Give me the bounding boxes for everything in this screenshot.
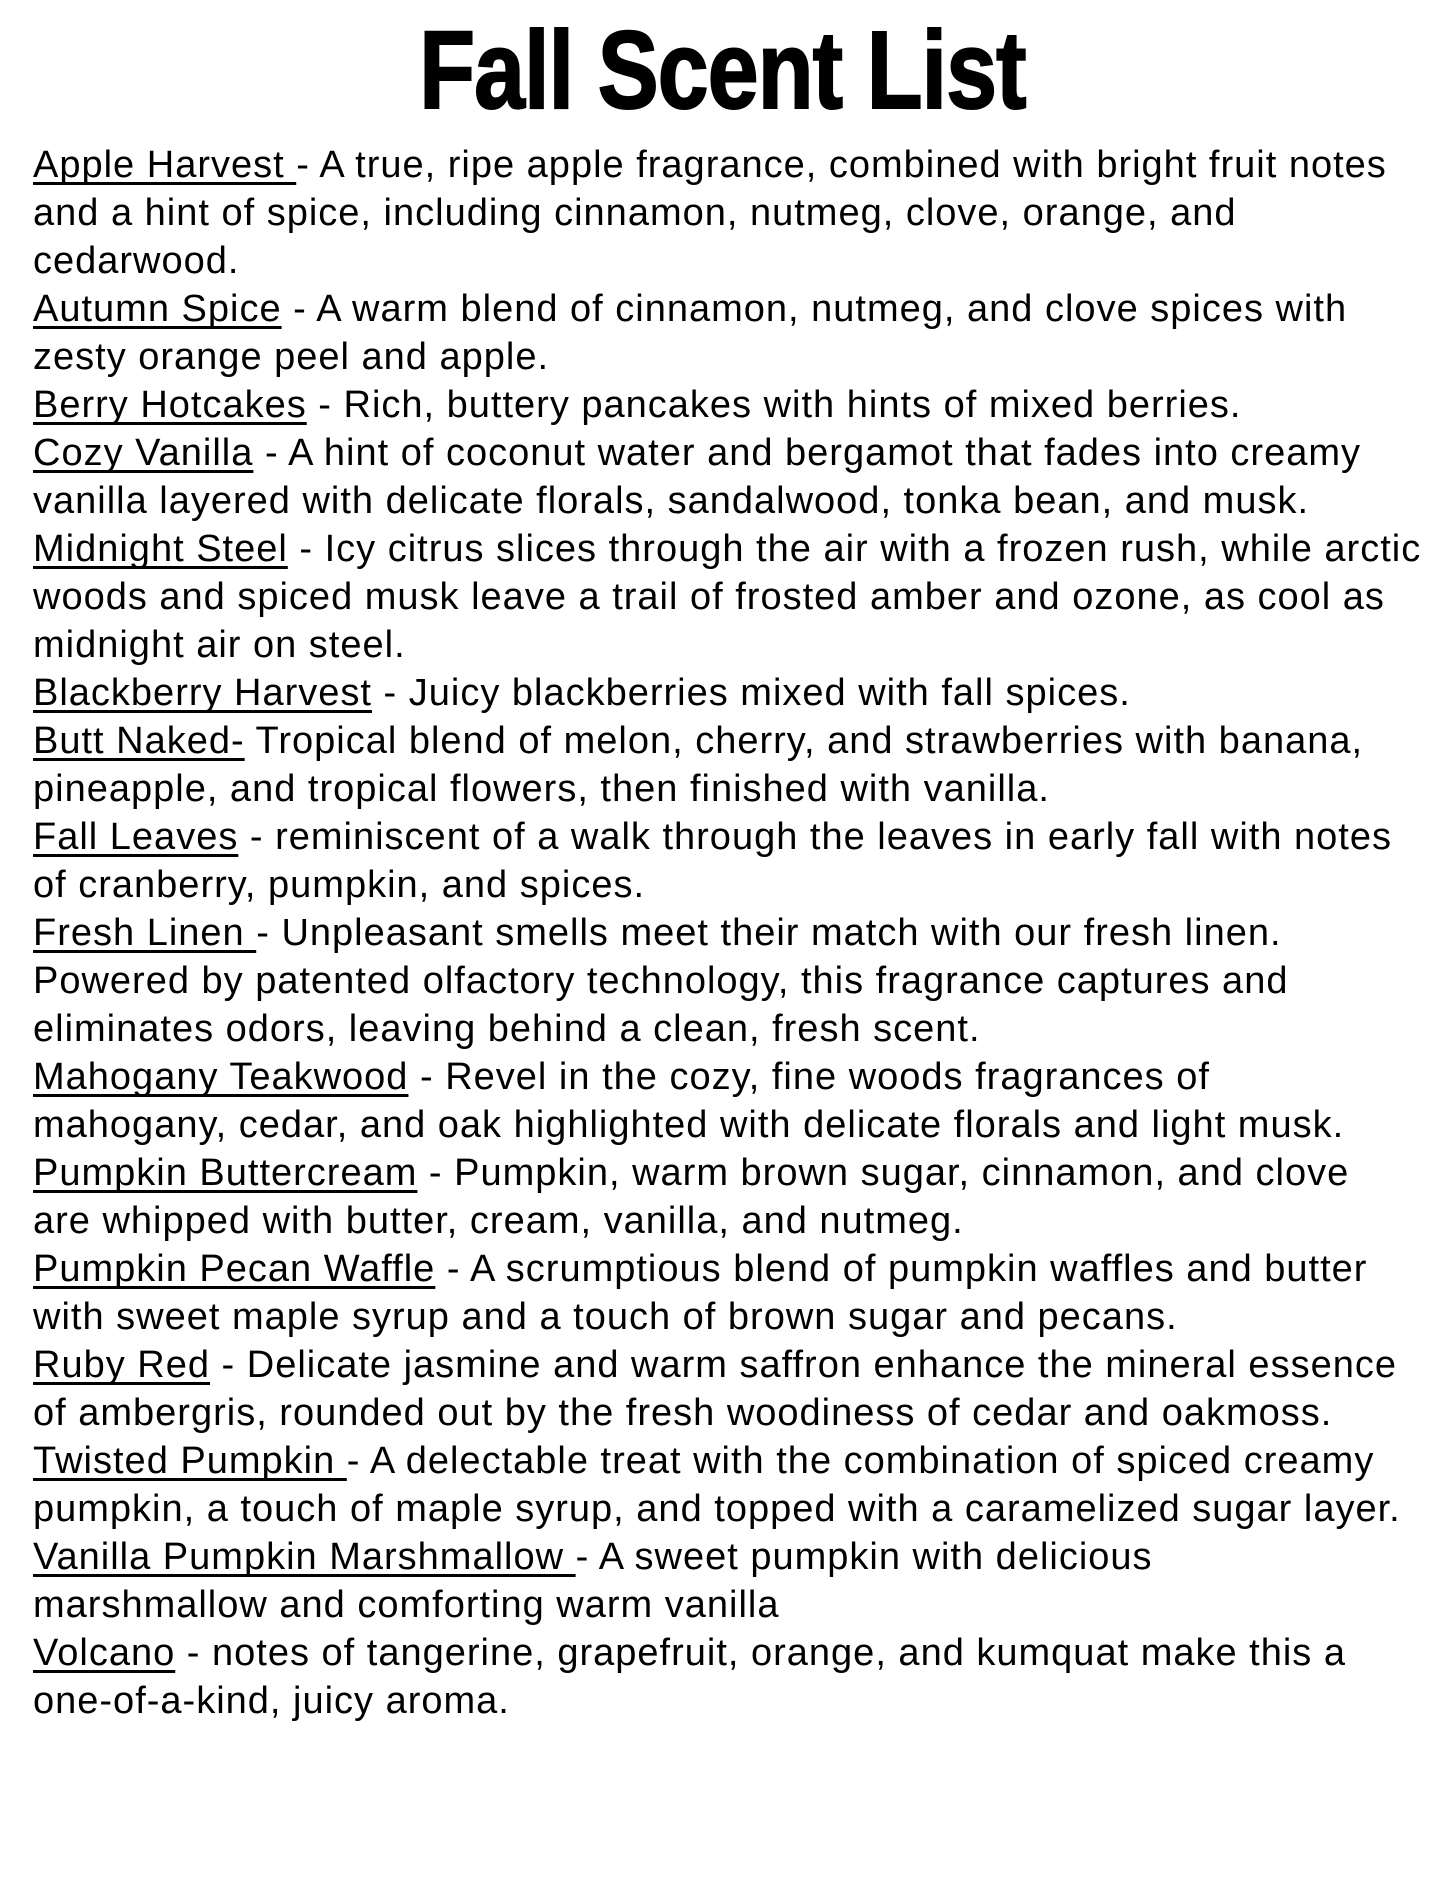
- scent-item-ruby-red: [33, 1341, 1430, 1437]
- scent-description: - A sweet pumpkin with delicious marshmallow and comforting warm vanilla: [33, 1536, 1153, 1626]
- scent-description: - A delectable treat with the combination of spiced creamy pumpkin, a touch of maple syrup, and topped with a caramelized sugar layer.: [33, 1440, 1401, 1530]
- scent-name: Apple Harvest: [33, 144, 297, 186]
- scent-item-volcano: [33, 1629, 1430, 1725]
- scent-description: - reminiscent of a walk through the leaves in early fall with notes of cranberry, pumpkin, and spices.: [33, 816, 1392, 906]
- scent-name: Autumn Spice: [33, 288, 282, 330]
- scent-description: - Pumpkin, warm brown sugar, cinnamon, and clove are whipped with butter, cream, vanilla, and nutmeg.: [33, 1152, 1350, 1242]
- scent-item-twisted-pumpkin: [33, 1437, 1430, 1533]
- scent-item-fresh-linen: [33, 909, 1430, 1053]
- scent-item-berry-hotcakes: [33, 381, 1430, 429]
- scent-name: Fresh Linen: [33, 912, 257, 954]
- scent-description: - notes of tangerine, grapefruit, orange, and kumquat make this a one-of-a-kind, juicy aroma.: [33, 1632, 1346, 1722]
- scent-name: Fall Leaves: [33, 816, 239, 858]
- page-title: Fall Scent List: [419, 9, 1026, 132]
- scent-name: Mahogany Teakwood: [33, 1056, 409, 1098]
- scent-description: - A scrumptious blend of pumpkin waffles and butter with sweet maple syrup and a touch of brown sugar and pecans.: [33, 1248, 1368, 1338]
- scent-item-pumpkin-buttercream: [33, 1149, 1430, 1245]
- scent-item-autumn-spice: [33, 285, 1430, 381]
- scent-item-pumpkin-pecan-waffle: [33, 1245, 1430, 1341]
- scent-name: Butt Naked-: [33, 720, 245, 762]
- scent-name: Cozy Vanilla: [33, 432, 254, 474]
- scent-description: Tropical blend of melon, cherry, and strawberries with banana, pineapple, and tropical flowers, then finished with vanilla.: [33, 720, 1364, 810]
- scent-description: - A hint of coconut water and bergamot that fades into creamy vanilla layered with delicate florals, sandalwood, tonka bean, and musk.: [33, 432, 1361, 522]
- scent-description: - Delicate jasmine and warm saffron enhance the mineral essence of ambergris, rounded out by the fresh woodiness of cedar and oakmoss.: [33, 1344, 1397, 1434]
- scent-item-fall-leaves: [33, 813, 1430, 909]
- scent-name: Volcano: [33, 1632, 176, 1674]
- scent-description: - Icy citrus slices through the air with a frozen rush, while arctic woods and spiced musk leave a trail of frosted amber and ozone, as cool as midnight air on steel.: [33, 528, 1422, 666]
- scent-name: Pumpkin Buttercream: [33, 1152, 418, 1194]
- scent-item-butt-naked: [33, 717, 1430, 813]
- scent-item-apple-harvest: [33, 141, 1430, 285]
- scent-description: - Revel in the cozy, fine woods fragrances of mahogany, cedar, and oak highlighted with delicate florals and light musk.: [33, 1056, 1345, 1146]
- scent-name: Vanilla Pumpkin Marshmallow: [33, 1536, 576, 1578]
- document-page: [0, 9, 1445, 1887]
- scent-item-midnight-steel: [33, 525, 1430, 669]
- scent-description: - Juicy blackberries mixed with fall spices.: [371, 672, 1131, 714]
- scent-description: - A warm blend of cinnamon, nutmeg, and clove spices with zesty orange peel and apple.: [33, 288, 1348, 378]
- scent-item-vanilla-pumpkin-marshmallow: [33, 1533, 1430, 1629]
- scent-item-mahogany-teakwood: [33, 1053, 1430, 1149]
- scent-list: [0, 126, 1445, 1725]
- scent-name: Midnight Steel: [33, 528, 288, 570]
- scent-description: - A true, ripe apple fragrance, combined with bright fruit notes and a hint of spice, including cinnamon, nutmeg, clove, orange, and cedarwood.: [33, 144, 1387, 282]
- scent-description: - Rich, buttery pancakes with hints of mixed berries.: [306, 384, 1242, 426]
- scent-description: - Unpleasant smells meet their match with our fresh linen. Powered by patented olfactory technology, this fragrance captures and eliminates odors, leaving behind a clean, fresh scent.: [33, 912, 1289, 1050]
- scent-item-blackberry-harvest: [33, 669, 1430, 717]
- scent-item-cozy-vanilla: [33, 429, 1430, 525]
- scent-name: Berry Hotcakes: [33, 384, 307, 426]
- scent-name: Blackberry Harvest: [33, 672, 372, 714]
- scent-name: Twisted Pumpkin: [33, 1440, 347, 1482]
- scent-name: Ruby Red: [33, 1344, 210, 1386]
- scent-name: Pumpkin Pecan Waffle: [33, 1248, 436, 1290]
